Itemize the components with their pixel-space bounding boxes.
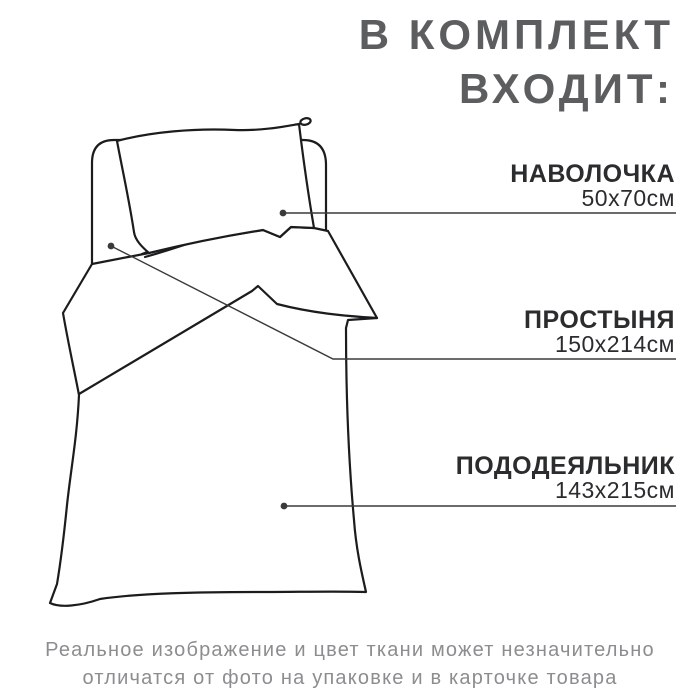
item-sheet-size: 150х214см [554, 331, 675, 357]
item-sheet [524, 308, 675, 355]
pillow-outline [117, 124, 314, 253]
item-duvet-cover-name: ПОДОДЕЯЛЬНИК [455, 452, 675, 480]
item-pillowcase-size: 50х70см [581, 185, 675, 211]
pillow-tag-loop [300, 117, 312, 126]
item-pillowcase-name: НАВОЛОЧКА [510, 160, 675, 188]
item-duvet-cover-size: 143х215см [554, 477, 675, 503]
item-duvet-cover [456, 454, 675, 501]
page-title [359, 8, 674, 116]
leader-dot-sheet [108, 243, 115, 250]
disclaimer-line1: Реальное изображение и цвет ткани может незначительно [45, 639, 655, 661]
item-pillowcase [510, 162, 675, 209]
item-sheet-name: ПРОСТЫНЯ [524, 306, 675, 334]
page-title-line2: ВХОДИТ: [459, 65, 674, 112]
leader-dot-duvet-cover [281, 503, 288, 510]
bedding-outline [50, 227, 377, 606]
page-title-line1: В КОМПЛЕКТ [358, 11, 674, 58]
leader-dot-pillowcase [280, 210, 287, 217]
disclaimer-line2: отличатся от фото на упаковке и в карточке товара [82, 667, 618, 689]
disclaimer-text [0, 636, 700, 692]
